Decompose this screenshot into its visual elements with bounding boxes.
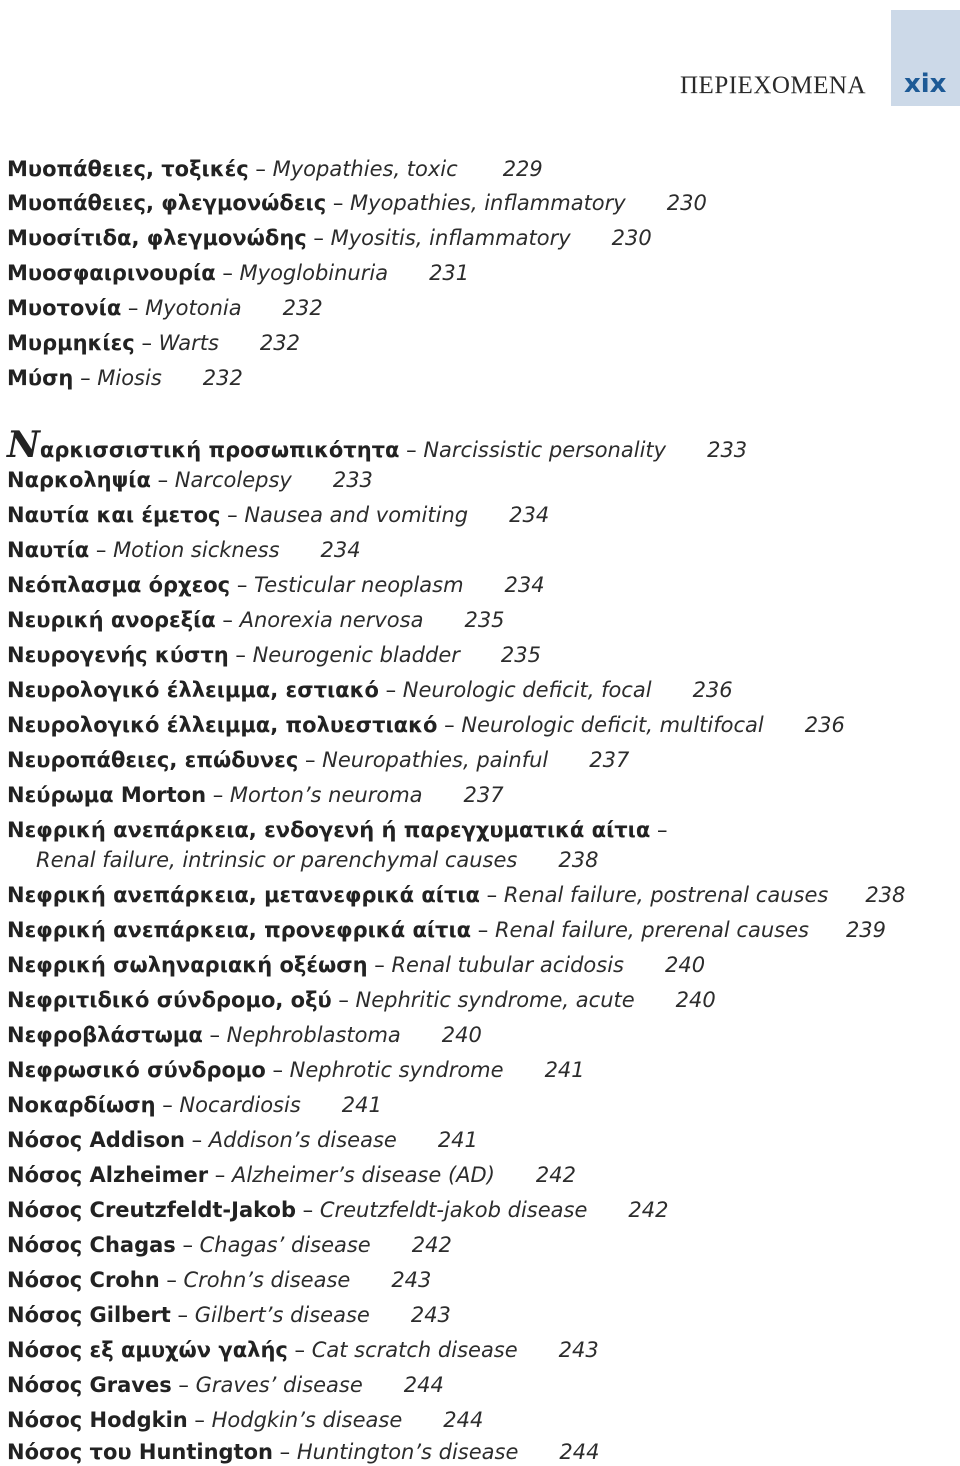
greek-term: Νόσος Crohn xyxy=(7,1268,160,1292)
english-term: Graves’ disease xyxy=(195,1373,363,1397)
english-term: Nephroblastoma xyxy=(226,1023,401,1047)
greek-term: Νευρική ανορεξία xyxy=(7,608,216,632)
page-ref: 235 xyxy=(464,608,505,632)
index-entry: Νόσος Hodgkin – Hodgkin’s disease 244 xyxy=(7,1408,484,1432)
page-ref: 243 xyxy=(391,1268,432,1292)
index-entry: Ναρκισσιστική προσωπικότητα – Narcissistic personality 233 xyxy=(7,424,748,466)
english-term: Morton’s neuroma xyxy=(229,783,423,807)
greek-term: Νεφριτιδικό σύνδρομο, οξύ xyxy=(7,988,332,1012)
index-entry-continuation xyxy=(7,846,598,874)
index-entry: Νεφρική ανεπάρκεια, ενδογενή ή παρεγχυματικά αίτια – xyxy=(7,818,668,842)
greek-term: Νόσος Creutzfeldt-Jakob xyxy=(7,1198,296,1222)
page-ref: 233 xyxy=(332,468,373,492)
english-term: Addison’s disease xyxy=(208,1128,397,1152)
greek-term: Νόσος Graves xyxy=(7,1373,172,1397)
index-entry: Νόσος Gilbert – Gilbert’s disease 243 xyxy=(7,1303,451,1327)
section-initial: Ν xyxy=(7,424,40,466)
greek-term: Νεφροβλάστωμα xyxy=(7,1023,203,1047)
greek-term: Νόσος Addison xyxy=(7,1128,185,1152)
english-term: Renal tubular acidosis xyxy=(391,953,624,977)
greek-term: Νεύρωμα Morton xyxy=(7,783,207,807)
greek-term: Νόσος εξ αμυχών γαλής xyxy=(7,1338,288,1362)
index-entry: Νευρική ανορεξία – Anorexia nervosa 235 xyxy=(7,608,505,632)
english-term: Myopathies, inflammatory xyxy=(350,191,626,215)
page-ref: 243 xyxy=(558,1338,599,1362)
page-ref: 234 xyxy=(320,538,361,562)
running-header-title: ΠΕΡΙΕΧΟΜΕΝΑ xyxy=(680,72,867,99)
page-ref: 244 xyxy=(403,1373,444,1397)
index-entry: Νόσος του Huntington – Huntington’s disease 244 xyxy=(7,1440,600,1464)
greek-term: Μυοπάθειες, φλεγμονώδεις xyxy=(7,191,327,215)
english-term: Alzheimer’s disease (AD) xyxy=(231,1163,495,1187)
index-entry: Ναυτία και έμετος – Nausea and vomiting 234 xyxy=(7,503,550,527)
page-ref: 232 xyxy=(202,366,243,390)
greek-term: Νευρογενής κύστη xyxy=(7,643,229,667)
index-entry: Μυοπάθειες, τοξικές – Myopathies, toxic 229 xyxy=(7,157,543,181)
english-term: Neurologic deficit, multifocal xyxy=(461,713,764,737)
index-entry: Νεφρική ανεπάρκεια, μετανεφρικά αίτια – Renal failure, postrenal causes 238 xyxy=(7,883,906,907)
index-entry: Μυοσίτιδα, φλεγμονώδης – Myositis, inflammatory 230 xyxy=(7,226,652,250)
page-ref: 229 xyxy=(502,157,543,181)
page-ref: 230 xyxy=(666,191,707,215)
greek-term: Νόσος Gilbert xyxy=(7,1303,171,1327)
greek-term: Ναυτία xyxy=(7,538,90,562)
english-term: Nausea and vomiting xyxy=(244,503,469,527)
english-term: Neurologic deficit, focal xyxy=(402,678,652,702)
english-term: Cat scratch disease xyxy=(311,1338,518,1362)
index-entry: Ναυτία – Motion sickness 234 xyxy=(7,538,361,562)
page-ref: 241 xyxy=(544,1058,585,1082)
english-term: Huntington’s disease xyxy=(296,1440,519,1464)
page-ref: 242 xyxy=(411,1233,452,1257)
index-entry: Νεύρωμα Morton – Morton’s neuroma 237 xyxy=(7,783,504,807)
page-ref: 231 xyxy=(429,261,470,285)
greek-term: Νεφρική ανεπάρκεια, προνεφρικά αίτια xyxy=(7,918,472,942)
page-ref: 241 xyxy=(437,1128,478,1152)
greek-term: Μυοπάθειες, τοξικές xyxy=(7,157,249,181)
page-ref: 236 xyxy=(692,678,733,702)
greek-term: Νεφρωσικό σύνδρομο xyxy=(7,1058,266,1082)
greek-term: Νόσος του Huntington xyxy=(7,1440,273,1464)
english-term: Myositis, inflammatory xyxy=(330,226,571,250)
english-term: Narcolepsy xyxy=(174,468,292,492)
greek-term: Νευροπάθειες, επώδυνες xyxy=(7,748,299,772)
greek-term: Νεφρική σωληναριακή οξέωση xyxy=(7,953,368,977)
english-term: Crohn’s disease xyxy=(183,1268,351,1292)
index-entry: Νοκαρδίωση – Nocardiosis 241 xyxy=(7,1093,382,1117)
english-term: Motion sickness xyxy=(113,538,280,562)
page-ref: 240 xyxy=(675,988,716,1012)
greek-term: Νευρολογικό έλλειμμα, πολυεστιακό xyxy=(7,713,438,737)
page-ref: 240 xyxy=(664,953,706,977)
english-term: Myopathies, toxic xyxy=(272,157,458,181)
page-ref: 230 xyxy=(611,226,652,250)
greek-term: Νόσος Alzheimer xyxy=(7,1163,209,1187)
page-ref: 240 xyxy=(441,1023,482,1047)
index-entry: Νόσος Graves – Graves’ disease 244 xyxy=(7,1373,444,1397)
english-term: Renal failure, intrinsic or parenchymal causes xyxy=(36,848,518,872)
page-ref: 235 xyxy=(500,643,541,667)
index-entry: Νόσος Chagas – Chagas’ disease 242 xyxy=(7,1233,452,1257)
page-ref: 236 xyxy=(804,713,845,737)
greek-term: Μυοσφαιρινουρία xyxy=(7,261,216,285)
index-entry: Νεφρική σωληναριακή οξέωση – Renal tubular acidosis 240 xyxy=(7,953,706,977)
english-term: Nephritic syndrome, acute xyxy=(355,988,635,1012)
index-entry: Νόσος Alzheimer – Alzheimer’s disease (AD) 242 xyxy=(7,1163,576,1187)
greek-term: Μύση xyxy=(7,366,74,390)
english-term: Renal failure, prerenal causes xyxy=(494,918,809,942)
page-ref: 238 xyxy=(865,883,906,907)
greek-term: αρκισσιστική προσωπικότητα xyxy=(39,438,400,462)
index-entry: Νόσος Addison – Addison’s disease 241 xyxy=(7,1128,478,1152)
greek-term: Νεφρική ανεπάρκεια, μετανεφρικά αίτια xyxy=(7,883,480,907)
index-entry: Νευροπάθειες, επώδυνες – Neuropathies, painful 237 xyxy=(7,748,630,772)
index-entry: Νευρολογικό έλλειμμα, εστιακό – Neurologic deficit, focal 236 xyxy=(7,678,733,702)
english-term: Testicular neoplasm xyxy=(254,573,464,597)
index-entry: Νευρολογικό έλλειμμα, πολυεστιακό – Neurologic deficit, multifocal 236 xyxy=(7,713,845,737)
english-term: Narcissistic personality xyxy=(423,438,667,462)
page-ref: 244 xyxy=(559,1440,600,1464)
greek-term: Νόσος Hodgkin xyxy=(7,1408,188,1432)
page-ref: 234 xyxy=(509,503,550,527)
english-term: Renal failure, postrenal causes xyxy=(503,883,829,907)
index-entry: Νεφρωσικό σύνδρομο – Nephrotic syndrome 241 xyxy=(7,1058,585,1082)
english-term: Myotonia xyxy=(145,296,242,320)
english-term: Neuropathies, painful xyxy=(322,748,549,772)
greek-term: Ναυτία και έμετος xyxy=(7,503,221,527)
index-entry: Νόσος Crohn – Crohn’s disease 243 xyxy=(7,1268,432,1292)
page-ref: 237 xyxy=(463,783,504,807)
page-ref: 244 xyxy=(443,1408,484,1432)
index-entry: Νεφροβλάστωμα – Nephroblastoma 240 xyxy=(7,1023,482,1047)
english-term: Hodgkin’s disease xyxy=(211,1408,403,1432)
page-ref: 239 xyxy=(845,918,887,942)
index-entry: Μυοτονία – Myotonia 232 xyxy=(7,296,323,320)
page-ref: 234 xyxy=(504,573,545,597)
index-entry: Νεφρική ανεπάρκεια, προνεφρικά αίτια – Renal failure, prerenal causes 239 xyxy=(7,918,887,942)
page-ref: 242 xyxy=(628,1198,669,1222)
english-term: Gilbert’s disease xyxy=(194,1303,370,1327)
greek-term: Νοκαρδίωση xyxy=(7,1093,156,1117)
index-entry: Νόσος εξ αμυχών γαλής – Cat scratch disease 243 xyxy=(7,1338,599,1362)
english-term: Warts xyxy=(158,331,219,355)
index-entry: Νεφριτιδικό σύνδρομο, οξύ – Nephritic syndrome, acute 240 xyxy=(7,988,716,1012)
greek-term: Νεφρική ανεπάρκεια, ενδογενή ή παρεγχυματικά αίτια xyxy=(7,818,651,842)
index-entry: Νευρογενής κύστη – Neurogenic bladder 235 xyxy=(7,643,541,667)
page-number: xix xyxy=(904,69,947,99)
index-entry: Νόσος Creutzfeldt-Jakob – Creutzfeldt-jakob disease 242 xyxy=(7,1198,669,1222)
page-ref: 233 xyxy=(707,438,748,462)
index-entry: Μυοπάθειες, φλεγμονώδεις – Myopathies, inflammatory 230 xyxy=(7,191,707,215)
greek-term: Μυοσίτιδα, φλεγμονώδης xyxy=(7,226,307,250)
index-entry: Μύση – Miosis 232 xyxy=(7,366,243,390)
english-term: Nephrotic syndrome xyxy=(289,1058,504,1082)
greek-term: Νευρολογικό έλλειμμα, εστιακό xyxy=(7,678,379,702)
greek-term: Μυοτονία xyxy=(7,296,122,320)
index-entry: Μυοσφαιρινουρία – Myoglobinuria 231 xyxy=(7,261,470,285)
page-ref: 242 xyxy=(535,1163,576,1187)
index-entry: Μυρμηκίες – Warts 232 xyxy=(7,331,301,355)
greek-term: Νεόπλασμα όρχεος xyxy=(7,573,231,597)
greek-term: Μυρμηκίες xyxy=(7,331,135,355)
english-term: Myoglobinuria xyxy=(239,261,389,285)
page-ref: 237 xyxy=(589,748,630,772)
greek-term: Ναρκοληψία xyxy=(7,468,151,492)
english-term: Miosis xyxy=(97,366,162,390)
page-ref: 238 xyxy=(558,848,599,872)
page-ref: 243 xyxy=(410,1303,451,1327)
page-ref: 232 xyxy=(259,331,301,355)
english-term: Creutzfeldt-jakob disease xyxy=(319,1198,588,1222)
english-term: Chagas’ disease xyxy=(199,1233,371,1257)
english-term: Nocardiosis xyxy=(179,1093,301,1117)
greek-term: Νόσος Chagas xyxy=(7,1233,176,1257)
page-ref: 232 xyxy=(282,296,323,320)
index-entry: Ναρκοληψία – Narcolepsy 233 xyxy=(7,468,373,492)
english-term: Anorexia nervosa xyxy=(239,608,424,632)
index-entry: Νεόπλασμα όρχεος – Testicular neoplasm 234 xyxy=(7,573,545,597)
page-ref: 241 xyxy=(341,1093,382,1117)
english-term: Neurogenic bladder xyxy=(252,643,460,667)
